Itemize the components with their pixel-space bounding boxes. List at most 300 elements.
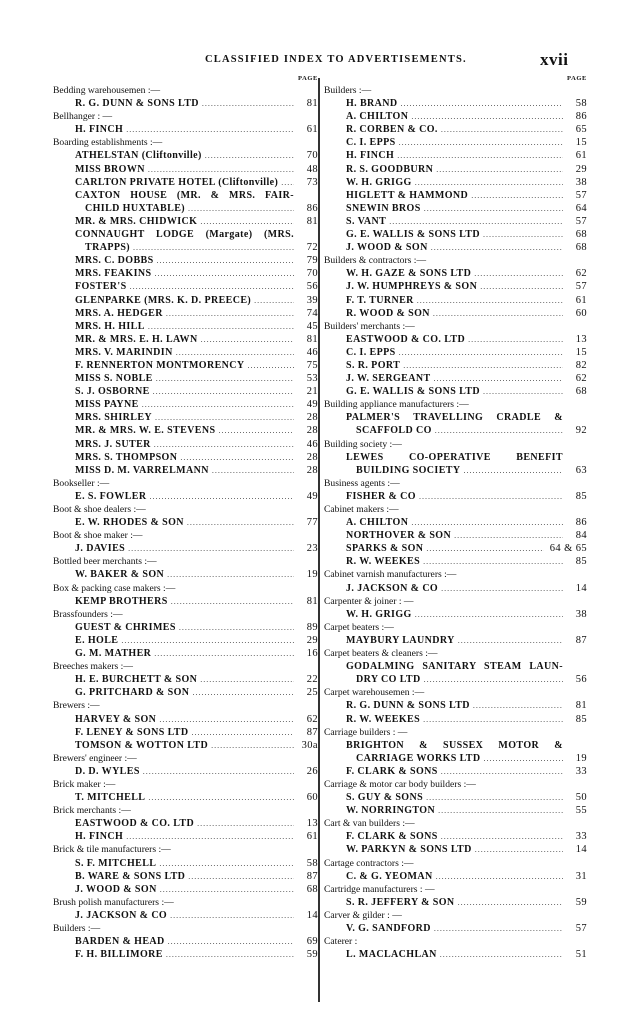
dot-leader bbox=[411, 516, 563, 529]
entry-name: D. D. WYLES bbox=[75, 765, 140, 777]
index-entry bbox=[324, 699, 587, 712]
entry-name: S. VANT bbox=[346, 215, 387, 227]
dot-leader bbox=[126, 830, 294, 843]
dot-leader bbox=[187, 516, 294, 529]
page-ref: 13 bbox=[306, 818, 318, 830]
page-ref: 85 bbox=[575, 713, 587, 725]
index-entry bbox=[53, 280, 318, 293]
page-ref: 46 bbox=[306, 438, 318, 450]
page-ref: 29 bbox=[575, 163, 587, 175]
index-entry bbox=[53, 830, 318, 843]
page-ref: 77 bbox=[306, 517, 318, 529]
index-entry bbox=[324, 372, 587, 385]
index-entry bbox=[53, 228, 318, 254]
dot-leader bbox=[248, 359, 294, 372]
page-ref: 60 bbox=[306, 792, 318, 804]
entry-name: H. BRAND bbox=[346, 98, 398, 110]
entry-name: G. PRITCHARD & SON bbox=[75, 687, 190, 699]
entry-name: MISS D. M. VARRELMANN bbox=[75, 464, 209, 476]
page-ref: 28 bbox=[306, 464, 318, 476]
dot-leader bbox=[160, 883, 294, 896]
dot-leader bbox=[133, 241, 294, 254]
column-divider bbox=[318, 78, 320, 1002]
page-ref: 82 bbox=[575, 359, 587, 371]
dot-leader bbox=[434, 922, 563, 935]
dot-leader bbox=[149, 490, 294, 503]
entry-name: R. WOOD & SON bbox=[346, 307, 430, 319]
page-ref: 70 bbox=[306, 150, 318, 162]
index-entry bbox=[53, 359, 318, 372]
category-heading: Cartage contractors :— bbox=[324, 857, 414, 869]
entry-name: W. BAKER & SON bbox=[75, 569, 165, 581]
entry-name: A. CHILTON bbox=[346, 517, 409, 529]
index-entry bbox=[53, 791, 318, 804]
page-ref: 30a bbox=[301, 739, 318, 751]
dot-leader bbox=[143, 765, 294, 778]
page-ref: 68 bbox=[306, 883, 318, 895]
dot-leader bbox=[441, 830, 563, 843]
category-heading: Cabinet makers :— bbox=[324, 504, 399, 515]
category-heading: Bottled beer merchants :— bbox=[53, 556, 157, 568]
entry-name: CAXTON HOUSE (MR. & MRS. FAIR- bbox=[75, 189, 294, 201]
index-entry bbox=[324, 333, 587, 346]
entry-name: S. GUY & SONS bbox=[346, 792, 424, 804]
index-entry bbox=[53, 176, 318, 189]
page-ref: 28 bbox=[306, 412, 318, 424]
index-entry bbox=[53, 464, 318, 477]
index-entry bbox=[324, 870, 587, 883]
page-ref: 58 bbox=[575, 98, 587, 110]
index-entry bbox=[324, 123, 587, 136]
page-ref: 51 bbox=[575, 949, 587, 961]
category-heading: Builders :— bbox=[53, 923, 101, 934]
dot-leader bbox=[148, 163, 294, 176]
entry-name-continued: SCAFFOLD CO bbox=[356, 425, 432, 437]
page-ref: 49 bbox=[306, 490, 318, 502]
page-ref: 81 bbox=[306, 333, 318, 345]
category-heading: Boot & shoe dealers :— bbox=[53, 504, 146, 515]
entry-name: W. H. GAZE & SONS LTD bbox=[346, 268, 472, 280]
index-entry bbox=[53, 490, 318, 503]
entry-name: J. DAVIES bbox=[75, 543, 126, 555]
entry-name: C. I. EPPS bbox=[346, 137, 396, 149]
entry-name: MISS BROWN bbox=[75, 163, 145, 175]
entry-name: HIGLETT & HAMMOND bbox=[346, 189, 469, 201]
index-entry bbox=[53, 385, 318, 398]
page-ref: 61 bbox=[575, 294, 587, 306]
entry-name: ATHELSTAN (Cliftonville) bbox=[75, 150, 202, 162]
dot-leader bbox=[281, 176, 294, 189]
entry-name: MAYBURY LAUNDRY bbox=[346, 634, 455, 646]
entry-name: V. G. SANDFORD bbox=[346, 923, 431, 934]
entry-name: J. JACKSON & CO bbox=[346, 582, 439, 594]
dot-leader bbox=[188, 202, 294, 215]
category-heading: Bedding warehousemen :— bbox=[53, 85, 161, 96]
entry-name: F. H. BILLIMORE bbox=[75, 949, 163, 961]
index-entry bbox=[324, 267, 587, 280]
dot-leader bbox=[154, 267, 294, 280]
entry-name: B. WARE & SONS LTD bbox=[75, 870, 186, 882]
entry-name: FOSTER'S bbox=[75, 281, 127, 293]
entry-name: L. MACLACHLAN bbox=[346, 949, 437, 961]
page-ref: 85 bbox=[575, 490, 587, 502]
page-ref: 74 bbox=[306, 307, 318, 319]
entry-continuation bbox=[346, 673, 587, 686]
index-entry bbox=[53, 516, 318, 529]
page-ref: 81 bbox=[575, 700, 587, 712]
category-heading: Caterer : bbox=[324, 936, 358, 948]
category-heading: Brick maker :— bbox=[53, 778, 116, 790]
index-entry bbox=[324, 490, 587, 503]
entry-name: F. RENNERTON MONTMORENCY bbox=[75, 359, 245, 371]
entry-name: GODALMING SANITARY STEAM LAUN- bbox=[346, 661, 563, 673]
dot-leader bbox=[436, 870, 563, 883]
page-ref: 53 bbox=[306, 373, 318, 385]
index-entry bbox=[53, 438, 318, 451]
page-ref: 61 bbox=[575, 150, 587, 162]
page-ref: 33 bbox=[575, 765, 587, 777]
page-ref: 73 bbox=[306, 176, 318, 188]
page-ref: 60 bbox=[575, 307, 587, 319]
dot-leader bbox=[128, 542, 294, 555]
dot-leader bbox=[483, 228, 563, 241]
entry-name: MRS. FEAKINS bbox=[75, 268, 152, 280]
dot-leader bbox=[426, 791, 563, 804]
index-entry bbox=[53, 189, 318, 215]
index-entry bbox=[53, 568, 318, 581]
page-ref: 56 bbox=[306, 281, 318, 293]
entry-name: J. JACKSON & CO bbox=[75, 909, 168, 921]
category-heading: Cabinet varnish manufacturers :— bbox=[324, 569, 457, 581]
index-entry bbox=[324, 765, 587, 778]
index-entry bbox=[53, 870, 318, 883]
category-heading: Carpet beaters :— bbox=[324, 621, 394, 633]
index-column-left bbox=[53, 74, 318, 961]
page-ref: 84 bbox=[575, 530, 587, 542]
dot-leader bbox=[480, 280, 563, 293]
page-ref: 72 bbox=[306, 242, 318, 254]
entry-name: F. LENEY & SONS LTD bbox=[75, 726, 189, 738]
dot-leader bbox=[411, 110, 563, 123]
page-ref: 57 bbox=[575, 189, 587, 201]
entry-name: GLENPARKE (MRS. K. D. PREECE) bbox=[75, 294, 252, 306]
dot-leader bbox=[423, 555, 563, 568]
dot-leader bbox=[192, 686, 294, 699]
index-entry bbox=[53, 411, 318, 424]
index-entry bbox=[324, 843, 587, 856]
index-entry bbox=[53, 948, 318, 961]
entry-name: J. WOOD & SON bbox=[75, 883, 157, 895]
page-ref: 19 bbox=[306, 569, 318, 581]
entry-name: MRS. H. HILL bbox=[75, 320, 145, 332]
index-entry bbox=[324, 280, 587, 293]
dot-leader bbox=[401, 97, 563, 110]
index-entry bbox=[324, 359, 587, 372]
index-entry bbox=[53, 542, 318, 555]
page-ref: 38 bbox=[575, 608, 587, 620]
page-ref: 57 bbox=[575, 215, 587, 227]
index-entry bbox=[53, 294, 318, 307]
page-title: CLASSIFIED INDEX TO ADVERTISEMENTS. bbox=[205, 54, 467, 65]
page-ref: 16 bbox=[306, 648, 318, 660]
page-ref: 13 bbox=[575, 333, 587, 345]
category-heading: Bookseller :— bbox=[53, 477, 110, 489]
entry-name: F. CLARK & SONS bbox=[346, 765, 438, 777]
page-ref: 56 bbox=[575, 674, 587, 686]
page-ref: 81 bbox=[306, 595, 318, 607]
category-heading: Business agents :— bbox=[324, 477, 400, 489]
index-entry bbox=[324, 804, 587, 817]
index-entry bbox=[324, 385, 587, 398]
dot-leader bbox=[179, 621, 294, 634]
index-entry bbox=[324, 215, 587, 228]
index-entry bbox=[53, 424, 318, 437]
page-ref: 61 bbox=[306, 831, 318, 843]
dot-leader bbox=[148, 791, 294, 804]
category-heading: Cart & van builders :— bbox=[324, 818, 415, 830]
index-entry bbox=[53, 817, 318, 830]
index-entry bbox=[53, 149, 318, 162]
index-entry bbox=[53, 726, 318, 739]
page-ref: 25 bbox=[306, 687, 318, 699]
page-ref: 68 bbox=[575, 386, 587, 398]
index-entry bbox=[53, 372, 318, 385]
entry-name: W. H. GRIGG bbox=[346, 608, 412, 620]
dot-leader bbox=[483, 752, 563, 765]
page-ref: 64 & 65 bbox=[549, 543, 587, 555]
category-heading: Carpenter & joiner : — bbox=[324, 595, 414, 607]
entry-name: SPARKS & SON bbox=[346, 543, 424, 555]
index-entry bbox=[324, 307, 587, 320]
entry-name: S. R. JEFFERY & SON bbox=[346, 896, 455, 908]
dot-leader bbox=[474, 267, 563, 280]
dot-leader bbox=[471, 189, 563, 202]
index-entry bbox=[53, 883, 318, 896]
page-ref: 26 bbox=[306, 765, 318, 777]
entry-name: A. CHILTON bbox=[346, 111, 409, 123]
entry-name: SNEWIN BROS bbox=[346, 202, 421, 214]
dot-leader bbox=[424, 673, 563, 686]
category-heading: Brassfounders :— bbox=[53, 608, 123, 620]
dot-leader bbox=[424, 202, 563, 215]
index-entry bbox=[324, 713, 587, 726]
page-ref: 39 bbox=[306, 294, 318, 306]
entry-name: C. I. EPPS bbox=[346, 346, 396, 358]
index-entry bbox=[53, 765, 318, 778]
index-entry bbox=[53, 215, 318, 228]
entry-name: HARVEY & SON bbox=[75, 713, 157, 725]
category-heading: Brush polish manufacturers :— bbox=[53, 896, 174, 908]
entry-name: F. CLARK & SONS bbox=[346, 831, 438, 843]
dot-leader bbox=[200, 215, 294, 228]
page-ref: 62 bbox=[575, 268, 587, 280]
dot-leader bbox=[417, 294, 563, 307]
index-entry bbox=[324, 149, 587, 162]
dot-leader bbox=[483, 385, 563, 398]
page-ref: 69 bbox=[306, 936, 318, 948]
index-entry bbox=[324, 97, 587, 110]
dot-leader bbox=[167, 568, 294, 581]
category-heading: Carriage builders : — bbox=[324, 726, 408, 738]
dot-leader bbox=[458, 896, 563, 909]
entry-name: MISS S. NOBLE bbox=[75, 373, 153, 385]
dot-leader bbox=[399, 346, 563, 359]
page-ref: 28 bbox=[306, 425, 318, 437]
entry-name: H. FINCH bbox=[346, 150, 395, 162]
index-entry bbox=[324, 830, 587, 843]
dot-leader bbox=[441, 582, 563, 595]
dot-leader bbox=[254, 294, 294, 307]
dot-leader bbox=[403, 359, 563, 372]
index-entry bbox=[324, 163, 587, 176]
entry-continuation bbox=[346, 464, 587, 477]
page-ref: 86 bbox=[306, 202, 318, 214]
page-ref: 57 bbox=[575, 281, 587, 293]
entry-name: MRS. J. SUTER bbox=[75, 438, 151, 450]
entry-continuation bbox=[346, 424, 587, 437]
page-ref: 70 bbox=[306, 268, 318, 280]
page-ref: 86 bbox=[575, 517, 587, 529]
index-entry bbox=[53, 857, 318, 870]
page-ref: 31 bbox=[575, 870, 587, 882]
index-entry bbox=[324, 110, 587, 123]
dot-leader bbox=[440, 948, 563, 961]
entry-name: E. S. FOWLER bbox=[75, 490, 147, 502]
dot-leader bbox=[436, 163, 563, 176]
page-ref: 46 bbox=[306, 346, 318, 358]
entry-continuation bbox=[75, 202, 318, 215]
page-ref: 45 bbox=[306, 320, 318, 332]
dot-leader bbox=[415, 608, 563, 621]
page-ref: 28 bbox=[306, 451, 318, 463]
dot-leader bbox=[438, 804, 563, 817]
index-entry bbox=[53, 307, 318, 320]
dot-leader bbox=[389, 215, 563, 228]
entry-name: R. G. DUNN & SONS LTD bbox=[75, 98, 199, 110]
dot-leader bbox=[473, 699, 563, 712]
dot-leader bbox=[454, 529, 563, 542]
index-entry bbox=[324, 582, 587, 595]
index-entry bbox=[324, 922, 587, 935]
page-ref: 57 bbox=[575, 923, 587, 934]
dot-leader bbox=[441, 765, 563, 778]
category-heading: Builders :— bbox=[324, 85, 372, 96]
page-ref: 86 bbox=[575, 111, 587, 123]
page-ref: 59 bbox=[575, 896, 587, 908]
dot-leader bbox=[191, 726, 294, 739]
right-list bbox=[324, 84, 587, 961]
entry-name-continued: BUILDING SOCIETY bbox=[356, 464, 461, 476]
entry-name: F. T. TURNER bbox=[346, 294, 414, 306]
entry-name: H. E. BURCHETT & SON bbox=[75, 674, 198, 686]
category-heading: Carver & gilder : — bbox=[324, 909, 402, 921]
index-entry bbox=[53, 713, 318, 726]
page-ref: 79 bbox=[306, 255, 318, 267]
index-entry bbox=[324, 948, 587, 961]
page-ref: 68 bbox=[575, 229, 587, 241]
dot-leader bbox=[431, 241, 563, 254]
entry-name: MRS. S. THOMPSON bbox=[75, 451, 178, 463]
dot-leader bbox=[419, 490, 563, 503]
entry-name: TOMSON & WOTTON LTD bbox=[75, 739, 209, 751]
dot-leader bbox=[423, 713, 563, 726]
dot-leader bbox=[142, 398, 294, 411]
index-entry bbox=[324, 176, 587, 189]
dot-leader bbox=[170, 909, 294, 922]
entry-name: J. W. HUMPHREYS & SON bbox=[346, 281, 478, 293]
dot-leader bbox=[201, 333, 294, 346]
dot-leader bbox=[159, 857, 294, 870]
page-number: xvii bbox=[540, 50, 569, 69]
index-entry bbox=[324, 294, 587, 307]
entry-name: FISHER & CO bbox=[346, 490, 416, 502]
entry-name: CONNAUGHT LODGE (Margate) (MRS. bbox=[75, 229, 294, 241]
category-heading: Breeches makers :— bbox=[53, 661, 133, 673]
index-entry bbox=[53, 123, 318, 136]
entry-continuation bbox=[346, 752, 587, 765]
entry-name: G. E. WALLIS & SONS LTD bbox=[346, 229, 480, 241]
category-heading: Building appliance manufacturers :— bbox=[324, 399, 469, 411]
entry-name: EASTWOOD & CO. LTD bbox=[346, 333, 466, 345]
entry-name: T. MITCHELL bbox=[75, 792, 146, 804]
entry-name: J. W. SERGEANT bbox=[346, 373, 431, 385]
entry-name: R. W. WEEKES bbox=[346, 556, 421, 568]
category-heading: Builders & contractors :— bbox=[324, 255, 427, 267]
dot-leader bbox=[188, 870, 294, 883]
page-ref: 75 bbox=[306, 359, 318, 371]
entry-name: KEMP BROTHERS bbox=[75, 595, 168, 607]
index-entry bbox=[324, 189, 587, 202]
dot-leader bbox=[180, 451, 294, 464]
index-entry bbox=[324, 529, 587, 542]
page-header bbox=[0, 50, 637, 70]
entry-name: W. PARKYN & SONS LTD bbox=[346, 844, 472, 856]
page-ref: 65 bbox=[575, 124, 587, 136]
category-heading: Brewers :— bbox=[53, 700, 100, 712]
dot-leader bbox=[218, 424, 294, 437]
dot-leader bbox=[435, 424, 563, 437]
entry-name: S. F. MITCHELL bbox=[75, 857, 157, 869]
index-entry bbox=[324, 634, 587, 647]
entry-name: MISS PAYNE bbox=[75, 399, 139, 411]
entry-name: GUEST & CHRIMES bbox=[75, 621, 176, 633]
page-ref: 15 bbox=[575, 137, 587, 149]
index-entry bbox=[53, 451, 318, 464]
entry-name: R. CORBEN & CO. bbox=[346, 124, 438, 136]
index-entry bbox=[53, 909, 318, 922]
dot-leader bbox=[397, 149, 563, 162]
dot-leader bbox=[415, 176, 563, 189]
page-ref: 61 bbox=[306, 124, 318, 136]
page-ref: 21 bbox=[306, 386, 318, 398]
index-column-right bbox=[324, 74, 587, 961]
index-entry bbox=[53, 595, 318, 608]
category-heading: Bellhanger : — bbox=[53, 111, 113, 123]
page-ref: 87 bbox=[306, 870, 318, 882]
entry-name: MRS. SHIRLEY bbox=[75, 412, 153, 424]
entry-name: J. WOOD & SON bbox=[346, 242, 428, 254]
category-heading: Brick & tile manufacturers :— bbox=[53, 844, 171, 856]
index-entry bbox=[53, 346, 318, 359]
dot-leader bbox=[434, 372, 563, 385]
entry-name-continued: DRY CO LTD bbox=[356, 674, 421, 686]
page-ref: 87 bbox=[306, 726, 318, 738]
index-entry bbox=[324, 555, 587, 568]
page-ref: 92 bbox=[575, 425, 587, 437]
index-entry bbox=[53, 398, 318, 411]
dot-leader bbox=[156, 372, 294, 385]
index-entry bbox=[324, 228, 587, 241]
